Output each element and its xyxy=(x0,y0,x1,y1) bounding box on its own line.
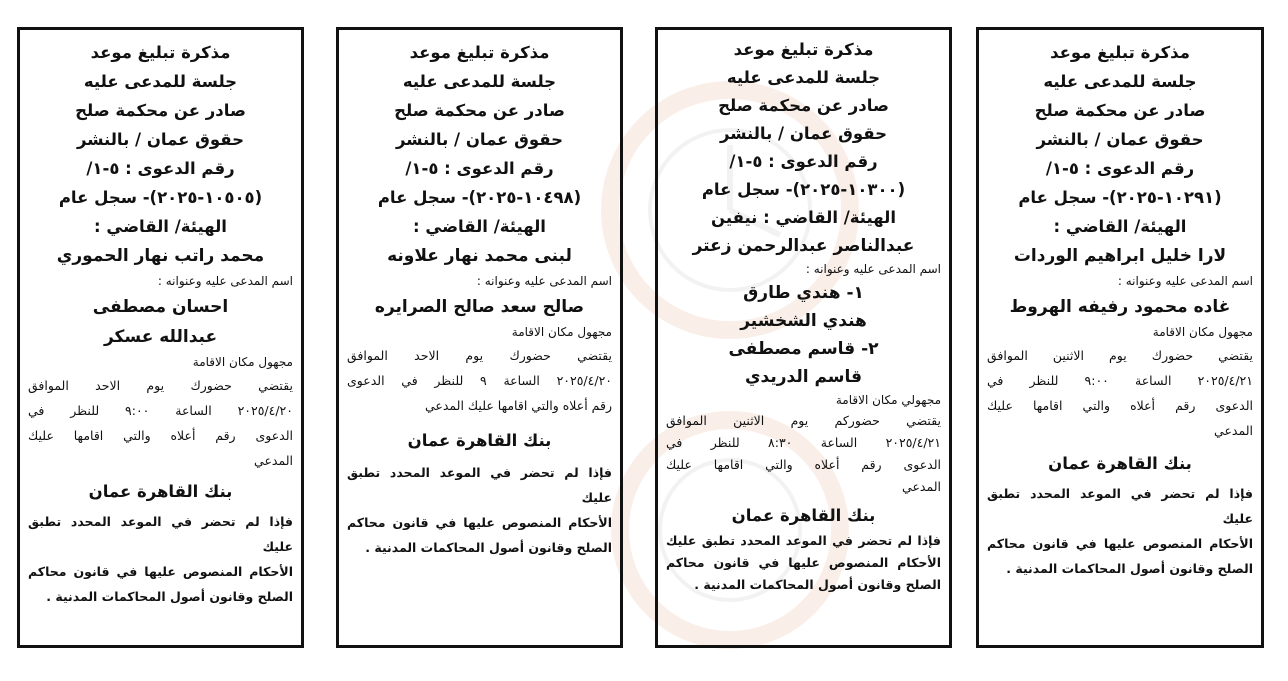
judge-label: الهيئة/ القاضي : xyxy=(94,217,227,236)
judge-name: لارا خليل ابراهيم الوردات xyxy=(1013,246,1227,266)
notice-header-line: جلسة للمدعى عليه xyxy=(726,68,881,87)
notice-header-line: جلسة للمدعى عليه xyxy=(402,72,557,91)
defendant-name: صالح سعد صالح الصرايره xyxy=(374,297,585,317)
notice-closing-line: الأحكام المنصوص عليها في قانون محاكم xyxy=(28,564,293,579)
defendant-name: احسان مصطفى xyxy=(92,297,229,317)
notice-body-line: ٢٠٢٥/٤/٢١ الساعة ٨:٣٠ للنظر في xyxy=(666,435,941,450)
notice-header-line: جلسة للمدعى عليه xyxy=(1043,72,1197,91)
residence-status: مجهول مكان الاقامة xyxy=(511,325,612,339)
case-label: رقم الدعوى : ٥-١/ xyxy=(86,159,235,178)
defendant-name: ٢- قاسم مصطفى xyxy=(728,339,879,359)
notice-body-line: ٢٠٢٥/٤/٢٠ الساعة ٩:٠٠ للنظر في xyxy=(28,403,293,418)
notice-header-line: حقوق عمان / بالنشر xyxy=(395,130,564,149)
residence-status: مجهول مكان الاقامة xyxy=(192,355,293,369)
notice-header-line: جلسة للمدعى عليه xyxy=(83,72,238,91)
notice-header-line: مذكرة تبليغ موعد xyxy=(409,43,550,62)
defendant-name: غاده محمود رفيفه الهروط xyxy=(1009,297,1231,317)
notice-header-line: مذكرة تبليغ موعد xyxy=(1050,43,1190,62)
notice-body-line: ٢٠٢٥/٤/٢١ الساعة ٩:٠٠ للنظر في xyxy=(987,373,1253,388)
notice-body-line: المدعي xyxy=(1214,423,1253,438)
judge-name: لبنى محمد نهار علاونه xyxy=(387,246,572,266)
notice-closing-line: فإذا لم تحضر في الموعد المحدد تطبق عليك xyxy=(28,514,293,554)
judge-label: الهيئة/ القاضي : xyxy=(413,217,546,236)
defendant-label: اسم المدعى عليه وعنوانه : xyxy=(157,274,293,288)
case-label: رقم الدعوى : ٥-١/ xyxy=(405,159,554,178)
case-number: (١٠٢٩١-٢٠٢٥)- سجل عام xyxy=(1018,188,1222,207)
defendant-name: قاسم الدريدي xyxy=(744,367,863,387)
notice-body-line: الدعوى رقم أعلاه والتي اقامها عليك xyxy=(987,398,1253,413)
notice-closing-line: الأحكام المنصوص عليها في قانون محاكم xyxy=(666,555,941,570)
notice-1 xyxy=(976,27,1264,648)
defendant-name: ١- هندي طارق xyxy=(743,283,864,303)
notice-body-line: يقتضي حضورك يوم الاثنين الموافق xyxy=(987,348,1253,363)
defendant-label: اسم المدعى عليه وعنوانه : xyxy=(805,262,941,276)
plaintiff-name: بنك القاهرة عمان xyxy=(731,506,876,525)
notice-closing-line: الصلح وقانون أصول المحاكمات المدنية . xyxy=(694,577,941,592)
case-number: (١٠٥٠٥-٢٠٢٥)- سجل عام xyxy=(58,188,263,207)
notice-body-line: المدعي xyxy=(902,479,941,494)
notice-closing-line: الصلح وقانون أصول المحاكمات المدنية . xyxy=(365,540,612,555)
defendant-label: اسم المدعى عليه وعنوانه : xyxy=(476,274,612,288)
notice-header-line: صادر عن محكمة صلح xyxy=(75,101,246,120)
judge-name: عبدالناصر عبدالرحمن زعتر xyxy=(692,236,915,256)
notice-header-line: حقوق عمان / بالنشر xyxy=(719,124,888,143)
notice-body-line: يقتضي حضورك يوم الاحد الموافق xyxy=(28,378,293,393)
notice-closing-line: الصلح وقانون أصول المحاكمات المدنية . xyxy=(1006,561,1253,576)
plaintiff-name: بنك القاهرة عمان xyxy=(88,482,233,501)
defendant-name: هندي الشخشير xyxy=(740,311,867,331)
case-label: رقم الدعوى : ٥-١/ xyxy=(729,152,878,171)
notice-body-line: رقم أعلاه والتي اقامها عليك المدعي xyxy=(424,398,612,413)
case-label: رقم الدعوى : ٥-١/ xyxy=(1045,159,1195,178)
judge-label: الهيئة/ القاضي : نيفين xyxy=(710,208,897,227)
notice-body-line: يقتضي حضورك يوم الاحد الموافق xyxy=(347,348,612,363)
notice-header-line: مذكرة تبليغ موعد xyxy=(733,40,874,59)
notice-closing-line: الصلح وقانون أصول المحاكمات المدنية . xyxy=(46,589,293,604)
judge-name: محمد راتب نهار الحموري xyxy=(56,246,265,266)
residence-status: مجهول مكان الاقامة xyxy=(1152,325,1253,339)
defendant-label: اسم المدعى عليه وعنوانه : xyxy=(1117,274,1253,288)
notice-header-line: صادر عن محكمة صلح xyxy=(1034,101,1206,120)
notice-body-line: الدعوى رقم أعلاه والتي اقامها عليك xyxy=(666,457,941,472)
plaintiff-name: بنك القاهرة عمان xyxy=(1048,454,1192,473)
judge-label: الهيئة/ القاضي : xyxy=(1053,217,1187,236)
case-number: (١٠٣٠٠-٢٠٢٥)- سجل عام xyxy=(701,180,906,199)
notice-header-line: صادر عن محكمة صلح xyxy=(718,96,889,115)
notice-body-line: الدعوى رقم أعلاه والتي اقامها عليك xyxy=(28,428,293,443)
residence-status: مجهولي مكان الاقامة xyxy=(835,393,941,407)
plaintiff-name: بنك القاهرة عمان xyxy=(407,431,552,450)
case-number: (١٠٤٩٨-٢٠٢٥)- سجل عام xyxy=(377,188,582,207)
notice-body-line: المدعي xyxy=(254,453,293,468)
notice-closing-line: فإذا لم تحضر في الموعد المحدد تطبق عليك xyxy=(347,465,612,505)
notice-closing-line: الأحكام المنصوص عليها في قانون محاكم xyxy=(987,536,1253,551)
notice-closing-line: فإذا لم تحضر في الموعد المحدد تطبق عليك xyxy=(987,486,1253,526)
defendant-name: عبدالله عسكر xyxy=(103,327,218,347)
notice-body-line: يقتضي حضوركم يوم الاثنين الموافق xyxy=(666,413,941,428)
notice-body-line: ٢٠٢٥/٤/٢٠ الساعة ٩ للنظر في الدعوى xyxy=(347,373,612,388)
notice-3 xyxy=(336,27,623,648)
notice-header-line: حقوق عمان / بالنشر xyxy=(76,130,245,149)
notice-closing-line: فإذا لم تحضر في الموعد المحدد تطبق عليك xyxy=(666,533,941,548)
notice-header-line: صادر عن محكمة صلح xyxy=(394,101,565,120)
notice-closing-line: الأحكام المنصوص عليها في قانون محاكم xyxy=(347,515,612,530)
notice-header-line: حقوق عمان / بالنشر xyxy=(1036,130,1204,149)
notice-header-line: مذكرة تبليغ موعد xyxy=(90,43,231,62)
notice-4 xyxy=(17,27,304,648)
notice-2 xyxy=(655,27,952,648)
